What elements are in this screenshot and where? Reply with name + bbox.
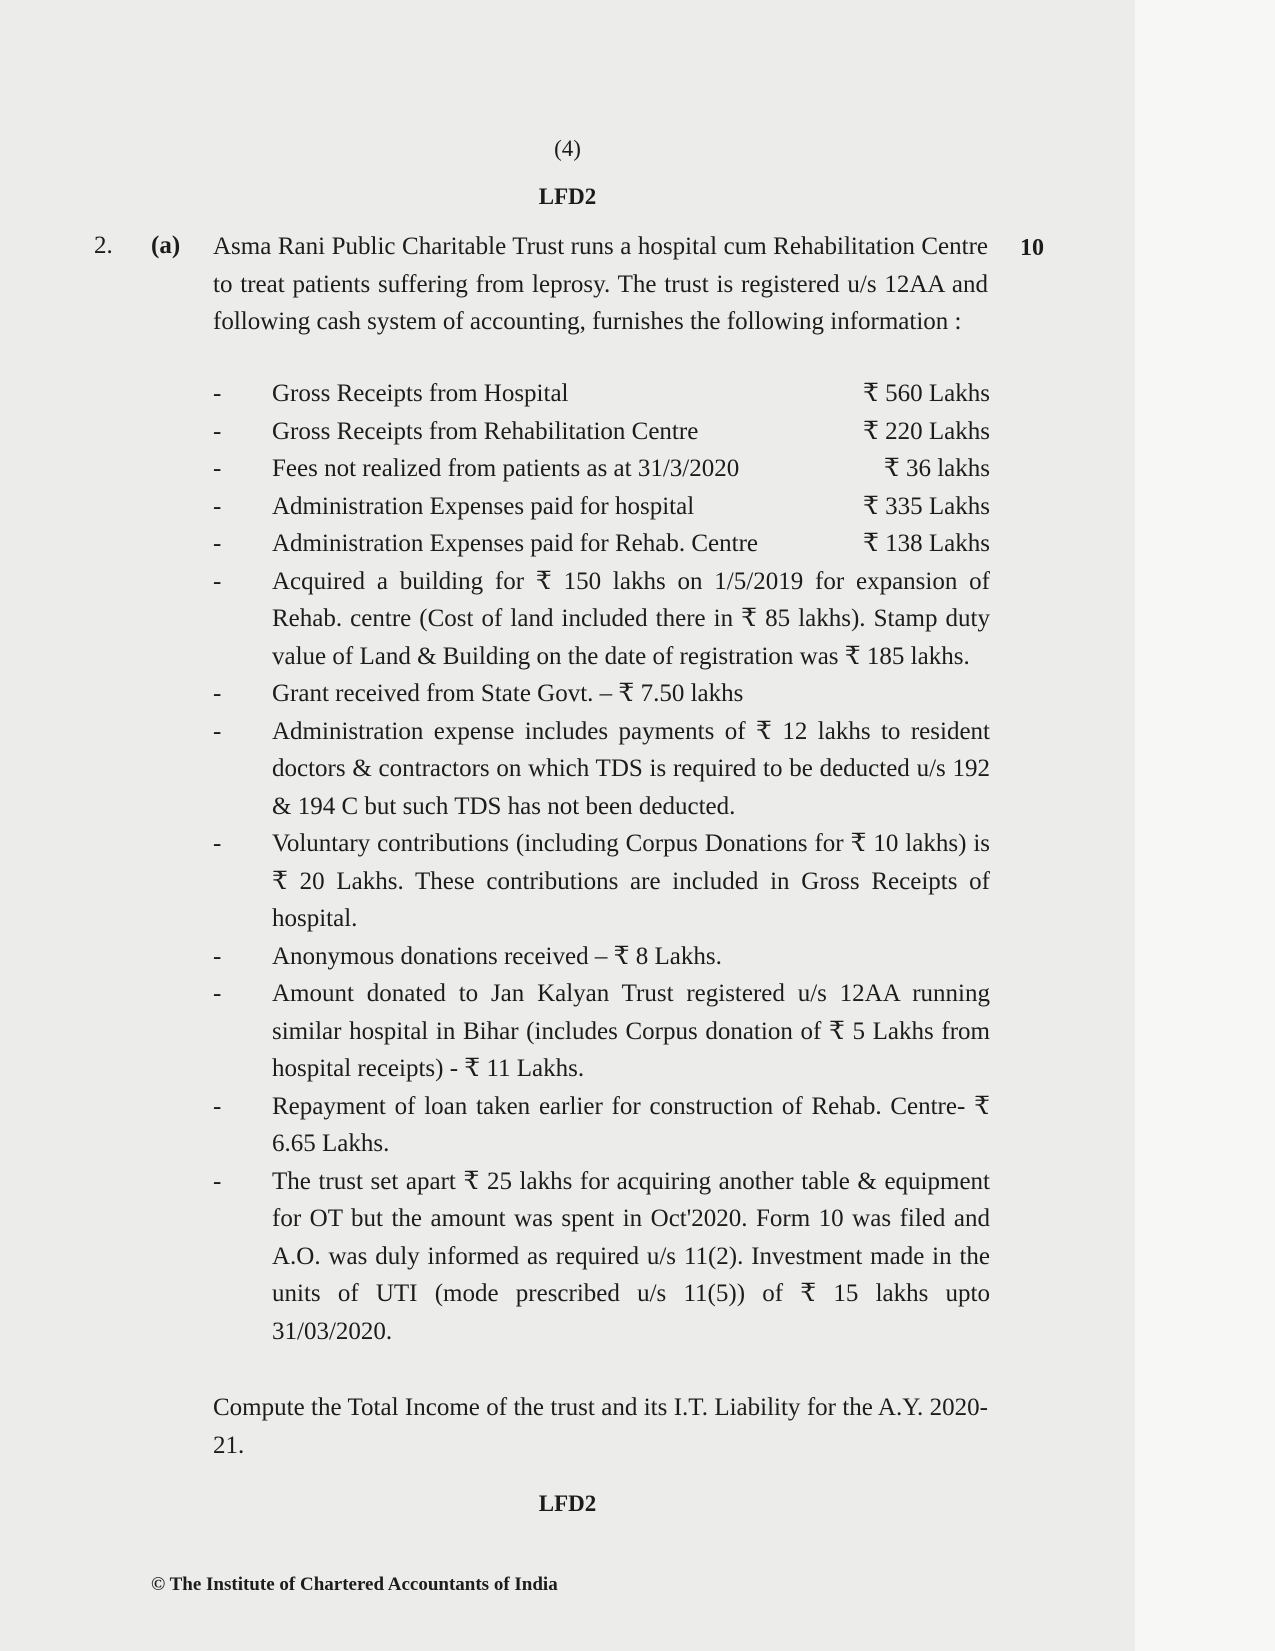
item-text: Grant received from State Govt. – ₹ 7.50 lakhs	[272, 680, 744, 707]
list-item	[210, 1088, 990, 1163]
list-item	[210, 413, 990, 451]
list-item	[210, 525, 990, 563]
copyright-notice: © The Institute of Chartered Accountants of India	[151, 1574, 558, 1595]
information-list	[210, 375, 990, 1350]
bullet-dash: -	[213, 830, 222, 857]
item-text: Acquired a building for ₹ 150 lakhs on 1/5/2019 for expansion of Rehab. centre (Cost of land included there in ₹ 85 lakhs). Stamp duty value of Land & Building on the date of registration was ₹ 185 lakhs.	[272, 567, 990, 670]
bullet-dash: -	[213, 1167, 222, 1195]
bullet-dash: -	[213, 1092, 222, 1120]
bullet-dash: -	[213, 680, 222, 707]
question-part: (a)	[151, 232, 181, 259]
item-text: Amount donated to Jan Kalyan Trust registered u/s 12AA running similar hospital in Bihar (includes Corpus donation of ₹ 5 Lakhs from hospital receipts) - ₹ 11 Lakhs.	[272, 980, 990, 1082]
item-label: Gross Receipts from Hospital	[272, 380, 569, 407]
item-amount: ₹ 560 Lakhs	[862, 380, 990, 407]
item-text: Voluntary contributions (including Corpus Donations for ₹ 10 lakhs) is ₹ 20 Lakhs. These contributions are included in Gross Receipts of hospital.	[272, 830, 990, 932]
question-intro: Asma Rani Public Charitable Trust runs a hospital cum Rehabilitation Centre to treat patients suffering from leprosy. The trust is registered u/s 12AA and following cash system of accounting, furnishes the following information :	[213, 233, 988, 335]
item-label: Administration Expenses paid for hospital	[272, 492, 695, 520]
item-amount: ₹ 138 Lakhs	[862, 530, 990, 557]
bullet-dash: -	[213, 530, 222, 557]
list-item	[210, 450, 990, 488]
bullet-dash: -	[213, 455, 222, 482]
question-instruction: Compute the Total Income of the trust and its I.T. Liability for the A.Y. 2020-21.	[213, 1394, 988, 1459]
question-marks: 10	[1020, 235, 1044, 261]
page-number: (4)	[554, 136, 581, 161]
item-text: The trust set apart ₹ 25 lakhs for acquiring another table & equipment for OT but the amount was spent in Oct'2020. Form 10 was filed and A.O. was duly informed as required u/s 11(2). Investment made in the units of UTI (mode prescribed u/s 11(5)) of ₹ 15 lakhs upto 31/03/2020.	[272, 1167, 990, 1345]
item-amount: ₹ 36 lakhs	[883, 455, 990, 482]
bullet-dash: -	[213, 492, 222, 520]
list-item	[210, 975, 990, 1088]
bullet-dash: -	[213, 417, 222, 445]
item-text: Repayment of loan taken earlier for construction of Rehab. Centre- ₹ 6.65 Lakhs.	[272, 1092, 990, 1157]
bullet-dash: -	[213, 380, 222, 407]
list-item	[210, 938, 990, 976]
question-number: 2.	[94, 232, 113, 259]
item-text: Anonymous donations received – ₹ 8 Lakhs.	[272, 942, 722, 970]
list-item	[210, 675, 990, 713]
bullet-dash: -	[213, 717, 222, 745]
list-item	[210, 1163, 990, 1351]
paper-code-footer: LFD2	[538, 1491, 597, 1516]
paper-code-header: LFD2	[538, 184, 597, 209]
item-label: Fees not realized from patients as at 31/3/2020	[272, 455, 740, 482]
bullet-dash: -	[213, 980, 222, 1007]
bullet-dash: -	[213, 942, 222, 970]
list-item	[210, 713, 990, 826]
item-amount: ₹ 220 Lakhs	[862, 417, 990, 445]
list-item	[210, 488, 990, 526]
item-label: Administration Expenses paid for Rehab. Centre	[272, 530, 758, 557]
item-amount: ₹ 335 Lakhs	[862, 492, 990, 520]
page-margin	[1135, 0, 1275, 1651]
list-item	[210, 563, 990, 676]
item-text: Administration expense includes payments of ₹ 12 lakhs to resident doctors & contractors on which TDS is required to be deducted u/s 192 & 194 C but such TDS has not been deducted.	[272, 717, 990, 820]
bullet-dash: -	[213, 567, 222, 595]
item-label: Gross Receipts from Rehabilitation Centre	[272, 417, 699, 445]
list-item	[210, 825, 990, 938]
list-item	[210, 375, 990, 413]
